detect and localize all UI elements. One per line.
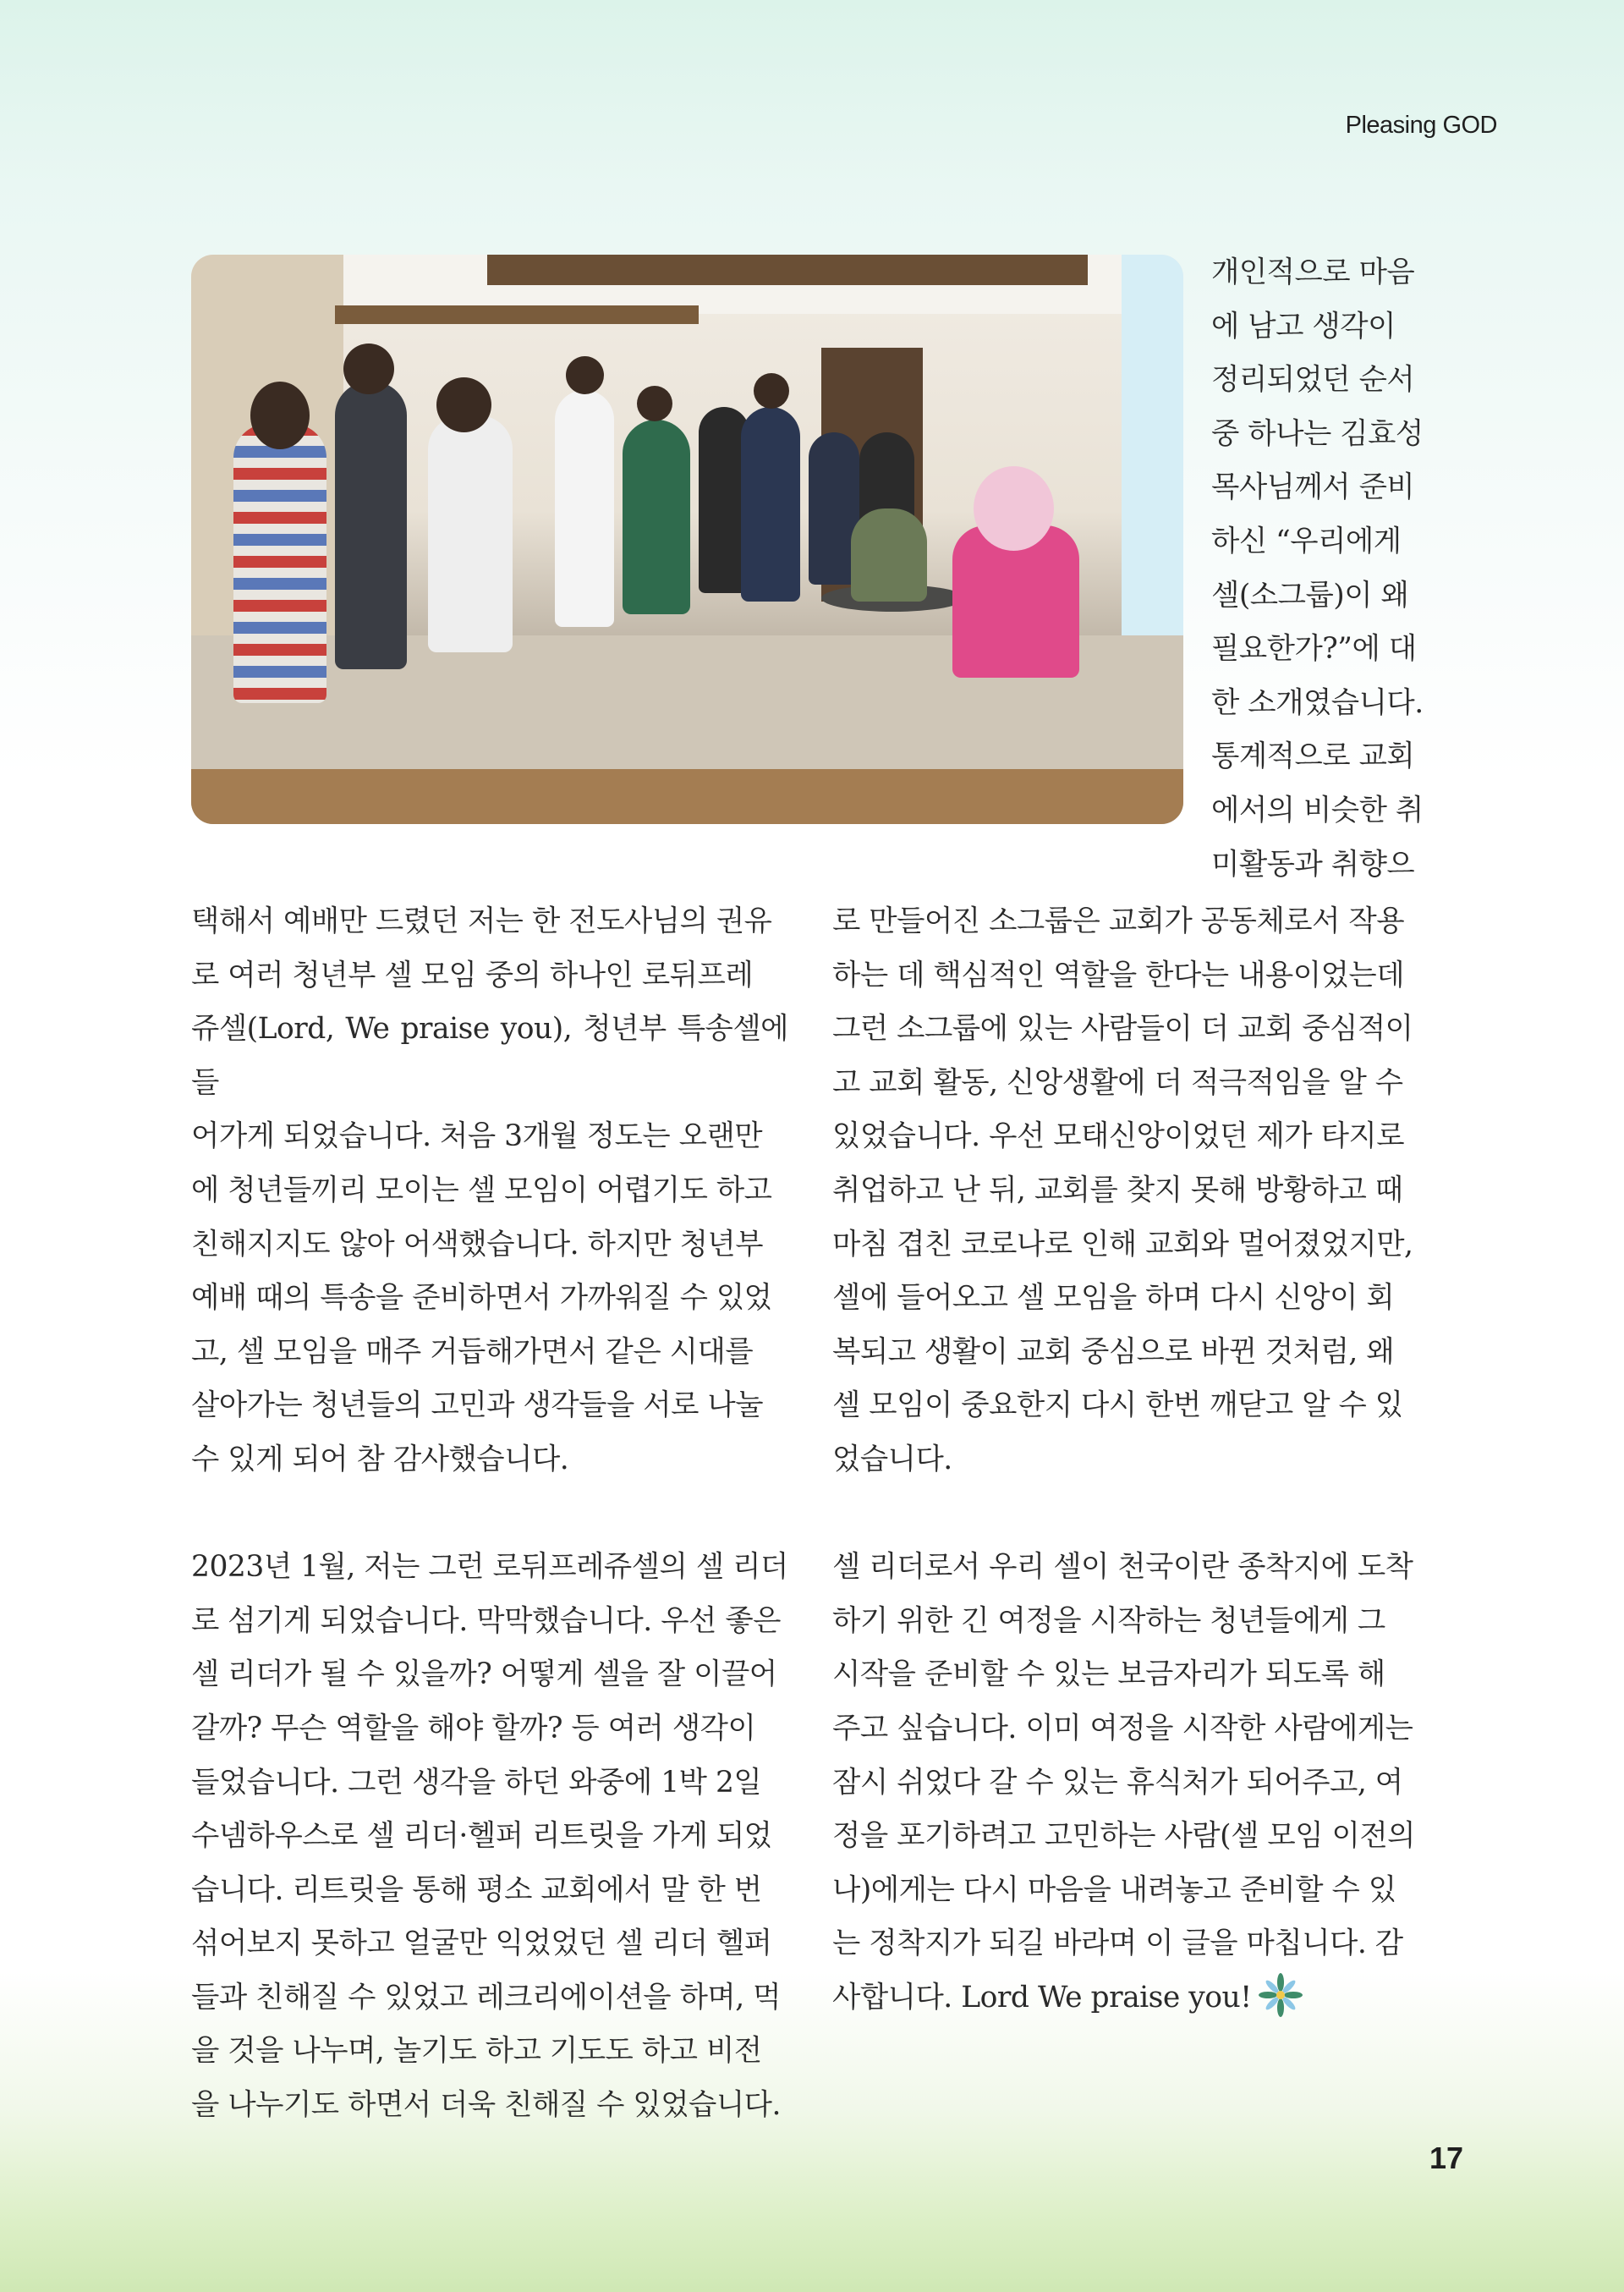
body-line: 그런 소그룹에 있는 사람들이 더 교회 중심적이 — [832, 1012, 1413, 1047]
side-line: 목사님께서 준비 — [1211, 470, 1415, 505]
body-line: 복되고 생활이 교회 중심으로 바뀐 것처럼, 왜 — [832, 1334, 1395, 1369]
flower-ornament-icon — [1257, 1971, 1304, 2019]
side-line: 정리되었던 순서 — [1211, 363, 1415, 398]
side-line: 셀(소그룹)이 왜 — [1211, 578, 1409, 613]
body-line: 하기 위한 긴 여정을 시작하는 청년들에게 그 — [832, 1603, 1385, 1638]
body-line: 수 있게 되어 참 감사했습니다. — [191, 1442, 569, 1476]
side-column — [1211, 246, 1429, 892]
side-line: 중 하나는 김효성 — [1211, 416, 1424, 451]
body-line: 셀에 들어오고 셀 모임을 하며 다시 신앙이 회 — [832, 1281, 1395, 1316]
body-line: 로 섬기게 되었습니다. 막막했습니다. 우선 좋은 — [191, 1603, 781, 1638]
side-line: 미활동과 취향으 — [1211, 847, 1415, 882]
body-line: 들과 친해질 수 있었고 레크리에이션을 하며, 먹 — [191, 1980, 781, 2014]
side-line: 에 남고 생각이 — [1211, 309, 1396, 344]
body-line: 사합니다. Lord We praise you! — [832, 1980, 1252, 2014]
running-header: Pleasing GOD — [1345, 112, 1497, 139]
side-line: 필요한가?”에 대 — [1211, 632, 1417, 667]
side-line: 통계적으로 교회 — [1211, 739, 1415, 774]
body-line: 예배 때의 특송을 준비하면서 가까워질 수 있었 — [191, 1281, 772, 1316]
body-line: 마침 겹친 코로나로 인해 교회와 멀어졌었지만, — [832, 1227, 1413, 1261]
page-number: 17 — [1429, 2141, 1463, 2175]
body-line: 있었습니다. 우선 모태신앙이었던 제가 타지로 — [832, 1119, 1405, 1154]
right-column — [832, 895, 1429, 2025]
body-line: 주고 싶습니다. 이미 여정을 시작한 사람에게는 — [832, 1711, 1413, 1745]
body-line: 나)에게는 다시 마음을 내려놓고 준비할 수 있 — [832, 1872, 1396, 1907]
body-line: 시작을 준비할 수 있는 보금자리가 되도록 해 — [832, 1657, 1385, 1692]
body-line: 살아가는 청년들의 고민과 생각들을 서로 나눌 — [191, 1388, 764, 1423]
body-line: 수넴하우스로 셀 리더·헬퍼 리트릿을 가게 되었 — [191, 1819, 772, 1854]
body-line: 취업하고 난 뒤, 교회를 찾지 못해 방황하고 때 — [832, 1173, 1403, 1207]
body-line: 어가게 되었습니다. 처음 3개월 정도는 오랜만 — [191, 1119, 763, 1154]
body-line: 친해지지도 않아 어색했습니다. 하지만 청년부 — [191, 1227, 764, 1261]
closing-line — [832, 1971, 1429, 2025]
body-line: 고, 셀 모임을 매주 거듭해가면서 같은 시대를 — [191, 1334, 754, 1369]
body-line: 섞어보지 못하고 얼굴만 익었었던 셀 리더 헬퍼 — [191, 1926, 772, 1961]
side-line: 개인적으로 마음 — [1211, 256, 1415, 289]
body-line: 2023년 1월, 저는 그런 로뒤프레쥬셀의 셀 리더 — [191, 1550, 788, 1585]
body-line: 셀 리더로서 우리 셀이 천국이란 종착지에 도착 — [832, 1550, 1413, 1585]
body-line: 었습니다. — [832, 1442, 952, 1476]
body-line: 셀 리더가 될 수 있을까? 어떻게 셀을 잘 이끌어 — [191, 1657, 777, 1692]
body-line: 정을 포기하려고 고민하는 사람(셀 모임 이전의 — [832, 1819, 1416, 1854]
body-line: 하는 데 핵심적인 역할을 한다는 내용이었는데 — [832, 958, 1405, 992]
body-line: 에 청년들끼리 모이는 셀 모임이 어렵기도 하고 — [191, 1173, 772, 1207]
body-line: 을 나누기도 하면서 더욱 친해질 수 있었습니다. — [191, 2088, 781, 2123]
side-line: 에서의 비슷한 취 — [1211, 793, 1424, 827]
body-line: 쥬셀(Lord, We praise you), 청년부 특송셀에 들 — [191, 1012, 788, 1100]
body-line: 셀 모임이 중요한지 다시 한번 깨닫고 알 수 있 — [832, 1388, 1403, 1423]
body-line: 잠시 쉬었다 갈 수 있는 휴식처가 되어주고, 여 — [832, 1765, 1403, 1800]
side-line: 한 소개였습니다. — [1211, 685, 1424, 720]
body-line: 들었습니다. 그런 생각을 하던 와중에 1박 2일 — [191, 1765, 762, 1800]
body-line: 로 여러 청년부 셀 모임 중의 하나인 로뒤프레 — [191, 958, 754, 992]
group-photo — [191, 255, 1183, 824]
body-line: 고 교회 활동, 신앙생활에 더 적극적임을 알 수 — [832, 1065, 1403, 1100]
body-line: 갈까? 무슨 역할을 해야 할까? 등 여러 생각이 — [191, 1711, 756, 1745]
body-line: 로 만들어진 소그룹은 교회가 공동체로서 작용 — [832, 904, 1405, 938]
body-line: 는 정착지가 되길 바라며 이 글을 마칩니다. 감 — [832, 1926, 1403, 1961]
body-line: 택해서 예배만 드렸던 저는 한 전도사님의 권유 — [191, 904, 772, 938]
left-column — [191, 895, 788, 2133]
body-line: 을 것을 나누며, 놀기도 하고 기도도 하고 비전 — [191, 2034, 762, 2069]
body-line: 습니다. 리트릿을 통해 평소 교회에서 말 한 번 — [191, 1872, 762, 1907]
side-line: 하신 “우리에게 — [1211, 524, 1402, 558]
